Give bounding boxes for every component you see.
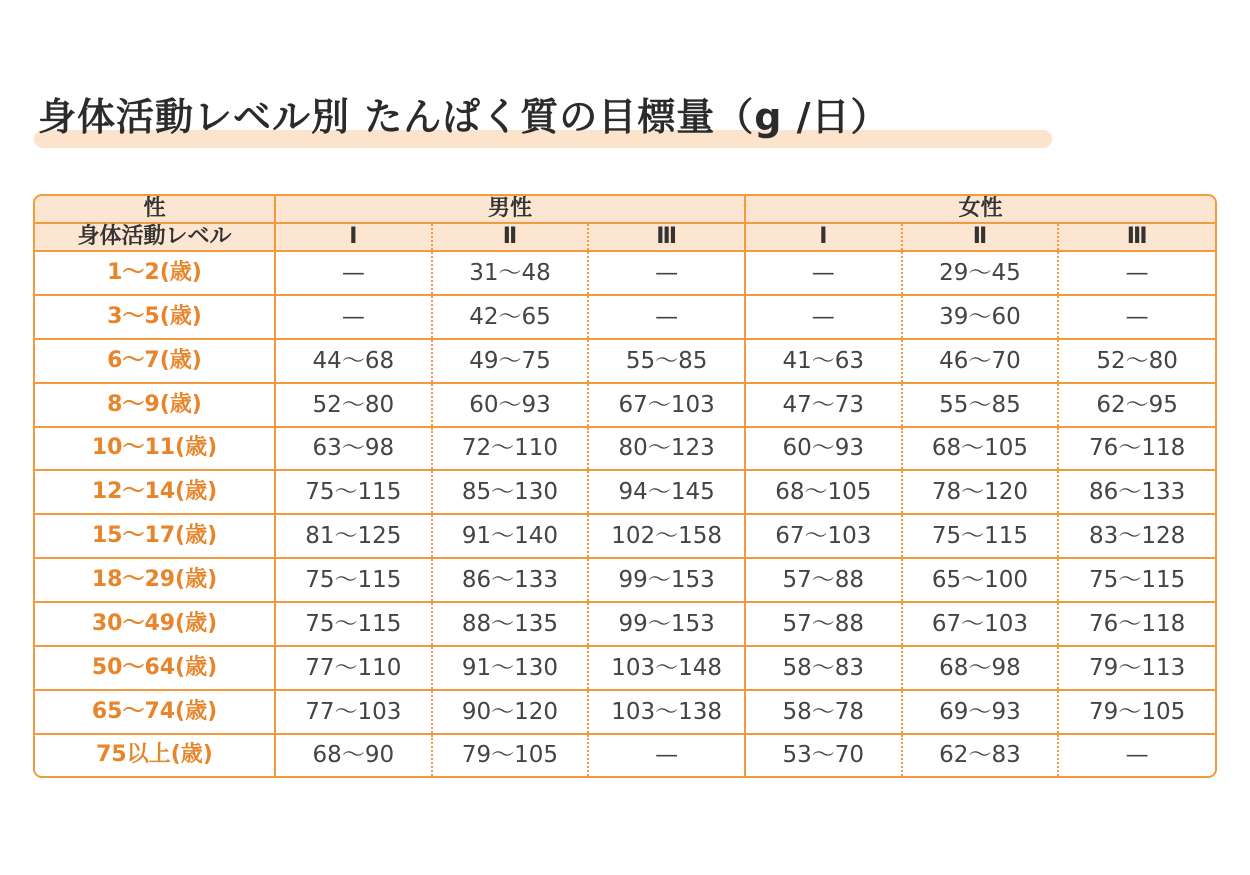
cell-male-1: 68〜90 xyxy=(275,734,432,776)
cell-male-1: 77〜110 xyxy=(275,646,432,690)
cell-female-1: 57〜88 xyxy=(745,602,902,646)
cell-female-1: 41〜63 xyxy=(745,339,902,383)
header-row-sex xyxy=(35,196,1215,223)
age-group-label: 1〜2(歳) xyxy=(35,251,275,295)
cell-female-2: 75〜115 xyxy=(902,514,1059,558)
header-level-female-3: Ⅲ xyxy=(1058,223,1215,251)
cell-male-3: 99〜153 xyxy=(588,558,745,602)
cell-male-3: 67〜103 xyxy=(588,383,745,427)
page-title: 身体活動レベル別 たんぱく質の目標量（g /日） xyxy=(38,95,890,139)
cell-male-2: 91〜140 xyxy=(432,514,589,558)
table-row xyxy=(35,514,1215,558)
cell-female-1: — xyxy=(745,295,902,339)
cell-male-2: 79〜105 xyxy=(432,734,589,776)
table-row xyxy=(35,734,1215,776)
cell-male-1: 75〜115 xyxy=(275,470,432,514)
age-group-label: 15〜17(歳) xyxy=(35,514,275,558)
cell-female-2: 55〜85 xyxy=(902,383,1059,427)
cell-female-3: 75〜115 xyxy=(1058,558,1215,602)
age-group-label: 12〜14(歳) xyxy=(35,470,275,514)
cell-female-1: 47〜73 xyxy=(745,383,902,427)
cell-male-2: 49〜75 xyxy=(432,339,589,383)
cell-female-3: 52〜80 xyxy=(1058,339,1215,383)
cell-female-2: 39〜60 xyxy=(902,295,1059,339)
age-group-label: 10〜11(歳) xyxy=(35,427,275,471)
cell-male-1: — xyxy=(275,295,432,339)
table-body xyxy=(35,251,1215,776)
header-level-female-2: Ⅱ xyxy=(902,223,1059,251)
age-group-label: 30〜49(歳) xyxy=(35,602,275,646)
table-row xyxy=(35,427,1215,471)
table-row xyxy=(35,558,1215,602)
age-group-label: 3〜5(歳) xyxy=(35,295,275,339)
cell-female-1: 53〜70 xyxy=(745,734,902,776)
header-level-male-3: Ⅲ xyxy=(588,223,745,251)
cell-male-3: 99〜153 xyxy=(588,602,745,646)
cell-male-1: 75〜115 xyxy=(275,602,432,646)
cell-female-3: 86〜133 xyxy=(1058,470,1215,514)
header-row-level xyxy=(35,223,1215,251)
protein-target-table xyxy=(35,196,1215,776)
header-male: 男性 xyxy=(275,196,745,223)
header-level-male-1: Ⅰ xyxy=(275,223,432,251)
cell-male-2: 88〜135 xyxy=(432,602,589,646)
cell-female-3: — xyxy=(1058,295,1215,339)
age-group-label: 65〜74(歳) xyxy=(35,690,275,734)
table-row xyxy=(35,470,1215,514)
cell-male-3: — xyxy=(588,734,745,776)
cell-female-1: 57〜88 xyxy=(745,558,902,602)
cell-male-1: 52〜80 xyxy=(275,383,432,427)
cell-female-3: 76〜118 xyxy=(1058,602,1215,646)
cell-female-2: 46〜70 xyxy=(902,339,1059,383)
protein-table-container xyxy=(33,194,1217,778)
cell-male-2: 72〜110 xyxy=(432,427,589,471)
title-block xyxy=(34,86,1056,158)
cell-male-2: 85〜130 xyxy=(432,470,589,514)
cell-male-1: 81〜125 xyxy=(275,514,432,558)
cell-male-2: 86〜133 xyxy=(432,558,589,602)
cell-male-1: 63〜98 xyxy=(275,427,432,471)
cell-male-2: 60〜93 xyxy=(432,383,589,427)
cell-female-3: — xyxy=(1058,734,1215,776)
header-sex-label: 性 xyxy=(35,196,275,223)
cell-male-3: 55〜85 xyxy=(588,339,745,383)
cell-male-1: 77〜103 xyxy=(275,690,432,734)
cell-female-1: 58〜78 xyxy=(745,690,902,734)
cell-male-3: — xyxy=(588,251,745,295)
cell-female-3: 76〜118 xyxy=(1058,427,1215,471)
age-group-label: 18〜29(歳) xyxy=(35,558,275,602)
age-group-label: 6〜7(歳) xyxy=(35,339,275,383)
table-row xyxy=(35,690,1215,734)
cell-female-2: 62〜83 xyxy=(902,734,1059,776)
cell-female-1: 68〜105 xyxy=(745,470,902,514)
table-row xyxy=(35,339,1215,383)
age-group-label: 50〜64(歳) xyxy=(35,646,275,690)
table-row xyxy=(35,646,1215,690)
cell-male-3: 103〜138 xyxy=(588,690,745,734)
cell-male-3: 102〜158 xyxy=(588,514,745,558)
cell-male-2: 91〜130 xyxy=(432,646,589,690)
cell-female-3: 62〜95 xyxy=(1058,383,1215,427)
age-group-label: 8〜9(歳) xyxy=(35,383,275,427)
header-level-male-2: Ⅱ xyxy=(432,223,589,251)
cell-female-3: — xyxy=(1125,259,1149,286)
cell-female-1: 60〜93 xyxy=(745,427,902,471)
cell-female-3: 79〜113 xyxy=(1058,646,1215,690)
cell-male-3: 80〜123 xyxy=(588,427,745,471)
cell-male-3: — xyxy=(588,295,745,339)
header-level-female-1: Ⅰ xyxy=(745,223,902,251)
table-row xyxy=(35,383,1215,427)
cell-female-1: 67〜103 xyxy=(745,514,902,558)
cell-female-3: 79〜105 xyxy=(1058,690,1215,734)
cell-male-1: 44〜68 xyxy=(275,339,432,383)
age-group-label: 75以上(歳) xyxy=(35,734,275,776)
cell-female-2: 68〜105 xyxy=(902,427,1059,471)
table-row xyxy=(35,251,1215,295)
cell-female-2: 68〜98 xyxy=(902,646,1059,690)
cell-male-2: 31〜48 xyxy=(432,251,589,295)
cell-male-2: 42〜65 xyxy=(432,295,589,339)
header-female: 女性 xyxy=(745,196,1215,223)
header-level-label: 身体活動レベル xyxy=(35,223,275,251)
cell-male-1: — xyxy=(275,251,432,295)
cell-female-3: 83〜128 xyxy=(1058,514,1215,558)
cell-female-2: 69〜93 xyxy=(902,690,1059,734)
cell-female-2: 29〜45 xyxy=(902,251,1059,295)
table-header xyxy=(35,196,1215,251)
cell-male-1: 75〜115 xyxy=(275,558,432,602)
table-row xyxy=(35,295,1215,339)
cell-female-2: 67〜103 xyxy=(902,602,1059,646)
cell-female-2: 78〜120 xyxy=(902,470,1059,514)
cell-male-3: 103〜148 xyxy=(588,646,745,690)
cell-female-2: 65〜100 xyxy=(902,558,1059,602)
cell-female-1: 58〜83 xyxy=(745,646,902,690)
cell-female-1: — xyxy=(745,251,902,295)
cell-male-3: 94〜145 xyxy=(588,470,745,514)
cell-male-2: 90〜120 xyxy=(432,690,589,734)
table-row xyxy=(35,602,1215,646)
